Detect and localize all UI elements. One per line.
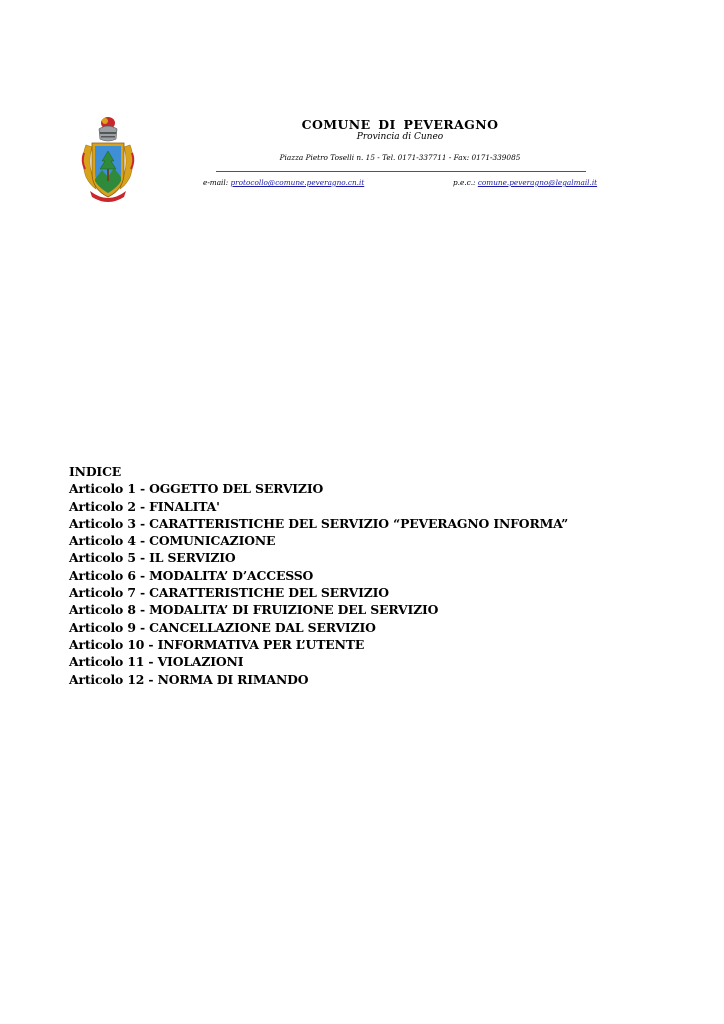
email-contact — [203, 178, 364, 187]
pec-link[interactable]: comune.peveragno@legalmail.it — [477, 178, 598, 187]
email-label: e-mail: — [203, 178, 231, 187]
email-link[interactable]: protocollo@comune.peveragno.cn.it — [230, 178, 365, 187]
pec-label: p.e.c.: — [453, 178, 478, 187]
index-item: Articolo 7 - CARATTERISTICHE DEL SERVIZIO — [69, 585, 389, 601]
index-item: Articolo 5 - IL SERVIZIO — [69, 550, 236, 566]
index-item: Articolo 2 - FINALITA' — [69, 498, 220, 514]
index-heading: INDICE — [69, 464, 122, 479]
index-item: Articolo 12 - NORMA DI RIMANDO — [69, 671, 309, 687]
index-item: Articolo 8 - MODALITA’ DI FRUIZIONE DEL SERVIZIO — [69, 602, 439, 618]
index-item: Articolo 10 - INFORMATIVA PER L’UTENTE — [69, 636, 365, 652]
index-item: Articolo 9 - CANCELLAZIONE DAL SERVIZIO — [69, 619, 376, 635]
index-item: Articolo 6 - MODALITA’ D’ACCESSO — [69, 567, 314, 583]
pec-contact — [453, 178, 597, 187]
index-item: Articolo 1 - OGGETTO DEL SERVIZIO — [69, 481, 324, 497]
index-item: Articolo 11 - VIOLAZIONI — [69, 654, 244, 670]
address-line: Piazza Pietro Toselli n. 15 - Tel. 0171-337711 - Fax: 0171-339085 — [279, 153, 521, 162]
municipality-title: COMUNE DI PEVERAGNO — [301, 117, 499, 132]
table-of-contents — [69, 463, 689, 688]
province-subtitle: Provincia di Cuneo — [356, 132, 444, 142]
header-divider — [216, 171, 586, 172]
index-item: Articolo 4 - COMUNICAZIONE — [69, 533, 276, 549]
coat-of-arms-icon — [78, 115, 138, 203]
index-item: Articolo 3 - CARATTERISTICHE DEL SERVIZIO “PEVERAGNO INFORMA” — [69, 515, 569, 531]
